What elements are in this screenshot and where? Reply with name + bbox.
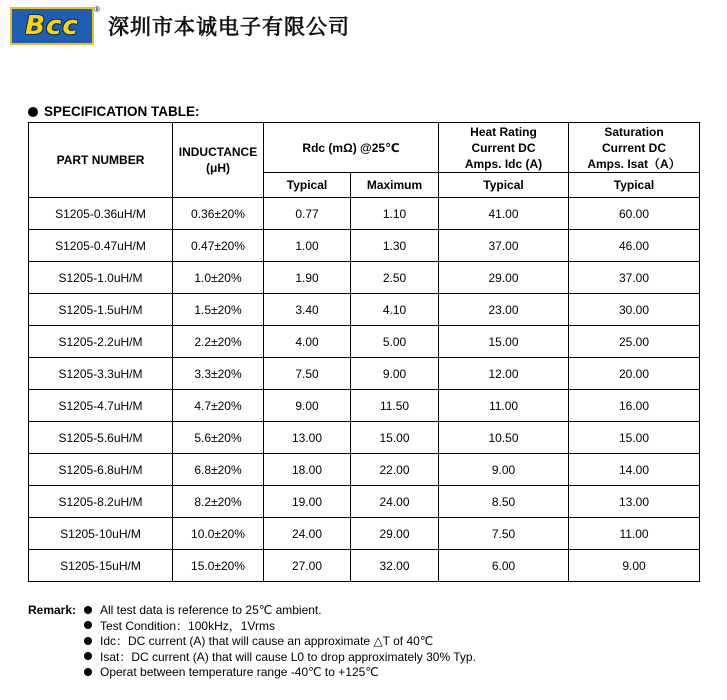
- remark-item: [28, 633, 476, 649]
- table-row: [29, 454, 700, 486]
- cell-isat-typical: 60.00: [569, 198, 700, 230]
- company-logo: [10, 5, 100, 45]
- table-row: [29, 358, 700, 390]
- company-name: 深圳市本诚电子有限公司: [108, 14, 350, 39]
- remark-section: [28, 602, 476, 680]
- cell-idc-typical: 29.00: [439, 262, 569, 294]
- bullet-icon: [84, 652, 92, 660]
- cell-idc-typical: 11.00: [439, 390, 569, 422]
- cell-rdc-typical: 18.00: [264, 454, 351, 486]
- cell-rdc-maximum: 4.10: [351, 294, 439, 326]
- cell-inductance: 0.36±20%: [173, 198, 264, 230]
- remark-text: Operat between temperature range -40℃ to +125℃: [100, 664, 379, 679]
- cell-inductance: 5.6±20%: [173, 422, 264, 454]
- bullet-icon: [28, 107, 38, 117]
- table-row: [29, 326, 700, 358]
- cell-part-number: S1205-15uH/M: [29, 550, 173, 582]
- bullet-icon: [84, 668, 92, 676]
- cell-rdc-maximum: 15.00: [351, 422, 439, 454]
- cell-inductance: 0.47±20%: [173, 230, 264, 262]
- section-title-text: SPECIFICATION TABLE:: [44, 104, 200, 119]
- cell-inductance: 10.0±20%: [173, 518, 264, 550]
- header-heat-rating: [439, 123, 569, 173]
- cell-rdc-maximum: 29.00: [351, 518, 439, 550]
- header-sat-line1: Saturation: [604, 124, 664, 139]
- cell-idc-typical: 10.50: [439, 422, 569, 454]
- cell-rdc-maximum: 1.30: [351, 230, 439, 262]
- cell-isat-typical: 9.00: [569, 550, 700, 582]
- cell-inductance: 1.0±20%: [173, 262, 264, 294]
- cell-idc-typical: 8.50: [439, 486, 569, 518]
- cell-part-number: S1205-1.0uH/M: [29, 262, 173, 294]
- remark-text: Test Condition：100kHz，1Vrms: [100, 618, 275, 633]
- header-inductance-line2: (μH): [206, 161, 230, 175]
- cell-inductance: 2.2±20%: [173, 326, 264, 358]
- header-part-number: PART NUMBER: [29, 123, 173, 198]
- header-heat-line3: Amps. Idc (A): [464, 156, 543, 171]
- cell-isat-typical: 14.00: [569, 454, 700, 486]
- cell-rdc-maximum: 22.00: [351, 454, 439, 486]
- cell-isat-typical: 16.00: [569, 390, 700, 422]
- header-inductance-line1: INDUCTANCE: [178, 145, 258, 159]
- table-row: [29, 422, 700, 454]
- table-row: [29, 486, 700, 518]
- cell-rdc-typical: 4.00: [264, 326, 351, 358]
- cell-rdc-maximum: 32.00: [351, 550, 439, 582]
- cell-rdc-maximum: 11.50: [351, 390, 439, 422]
- header-sat-line3: Amps. Isat（A）: [587, 156, 681, 171]
- header-heat-line2: Current DC: [471, 140, 536, 155]
- remark-text: Isat：DC current (A) that will cause L0 to drop approximately 30% Typ.: [100, 649, 476, 664]
- cell-isat-typical: 37.00: [569, 262, 700, 294]
- table-row: [29, 230, 700, 262]
- header-rdc-typical: Typical: [264, 173, 351, 198]
- page-header: [10, 4, 350, 48]
- remark-text: All test data is reference to 25℃ ambient.: [100, 602, 322, 617]
- table-row: [29, 294, 700, 326]
- table-row: [29, 198, 700, 230]
- cell-idc-typical: 37.00: [439, 230, 569, 262]
- cell-rdc-typical: 19.00: [264, 486, 351, 518]
- remark-item: [28, 649, 476, 665]
- cell-inductance: 15.0±20%: [173, 550, 264, 582]
- cell-inductance: 8.2±20%: [173, 486, 264, 518]
- specification-table: [28, 122, 700, 582]
- cell-idc-typical: 12.00: [439, 358, 569, 390]
- cell-part-number: S1205-10uH/M: [29, 518, 173, 550]
- cell-inductance: 3.3±20%: [173, 358, 264, 390]
- cell-rdc-maximum: 1.10: [351, 198, 439, 230]
- cell-isat-typical: 46.00: [569, 230, 700, 262]
- cell-isat-typical: 25.00: [569, 326, 700, 358]
- table-row: [29, 518, 700, 550]
- logo-text: Bcc: [25, 11, 79, 41]
- cell-part-number: S1205-2.2uH/M: [29, 326, 173, 358]
- header-rdc-maximum: Maximum: [351, 173, 439, 198]
- cell-isat-typical: 13.00: [569, 486, 700, 518]
- cell-rdc-typical: 7.50: [264, 358, 351, 390]
- cell-rdc-maximum: 5.00: [351, 326, 439, 358]
- cell-rdc-typical: 13.00: [264, 422, 351, 454]
- remark-item: [28, 664, 476, 680]
- cell-rdc-typical: 3.40: [264, 294, 351, 326]
- cell-rdc-typical: 1.00: [264, 230, 351, 262]
- cell-idc-typical: 23.00: [439, 294, 569, 326]
- cell-idc-typical: 41.00: [439, 198, 569, 230]
- header-inductance: [173, 123, 264, 198]
- table-row: [29, 262, 700, 294]
- cell-inductance: 1.5±20%: [173, 294, 264, 326]
- remark-item: [28, 618, 476, 634]
- header-saturation: [569, 123, 700, 173]
- cell-rdc-typical: 1.90: [264, 262, 351, 294]
- cell-part-number: S1205-0.36uH/M: [29, 198, 173, 230]
- section-title: [28, 104, 200, 119]
- cell-isat-typical: 30.00: [569, 294, 700, 326]
- cell-part-number: S1205-4.7uH/M: [29, 390, 173, 422]
- cell-part-number: S1205-5.6uH/M: [29, 422, 173, 454]
- cell-idc-typical: 6.00: [439, 550, 569, 582]
- cell-inductance: 6.8±20%: [173, 454, 264, 486]
- header-sat-line2: Current DC: [602, 140, 667, 155]
- cell-isat-typical: 11.00: [569, 518, 700, 550]
- cell-rdc-maximum: 2.50: [351, 262, 439, 294]
- cell-isat-typical: 15.00: [569, 422, 700, 454]
- header-heat-line1: Heat Rating: [470, 124, 537, 139]
- table-body: [29, 198, 700, 582]
- table-row: [29, 390, 700, 422]
- cell-part-number: S1205-6.8uH/M: [29, 454, 173, 486]
- bullet-icon: [84, 621, 92, 629]
- table-row: [29, 550, 700, 582]
- cell-inductance: 4.7±20%: [173, 390, 264, 422]
- cell-idc-typical: 15.00: [439, 326, 569, 358]
- cell-idc-typical: 9.00: [439, 454, 569, 486]
- cell-rdc-typical: 0.77: [264, 198, 351, 230]
- cell-rdc-typical: 24.00: [264, 518, 351, 550]
- registered-mark: ®: [94, 5, 100, 14]
- cell-part-number: S1205-3.3uH/M: [29, 358, 173, 390]
- header-heat-typical: Typical: [439, 173, 569, 198]
- remark-text: Idc：DC current (A) that will cause an approximate △T of 40℃: [100, 634, 434, 649]
- bullet-icon: [84, 606, 92, 614]
- cell-part-number: S1205-0.47uH/M: [29, 230, 173, 262]
- cell-part-number: S1205-8.2uH/M: [29, 486, 173, 518]
- cell-rdc-typical: 27.00: [264, 550, 351, 582]
- cell-isat-typical: 20.00: [569, 358, 700, 390]
- cell-part-number: S1205-1.5uH/M: [29, 294, 173, 326]
- cell-rdc-maximum: 9.00: [351, 358, 439, 390]
- header-sat-typical: Typical: [569, 173, 700, 198]
- cell-rdc-typical: 9.00: [264, 390, 351, 422]
- header-rdc: Rdc (mΩ) @25℃: [264, 123, 439, 173]
- bullet-icon: [84, 637, 92, 645]
- cell-idc-typical: 7.50: [439, 518, 569, 550]
- remark-item: [28, 602, 476, 618]
- remark-label: Remark:: [28, 602, 77, 617]
- cell-rdc-maximum: 24.00: [351, 486, 439, 518]
